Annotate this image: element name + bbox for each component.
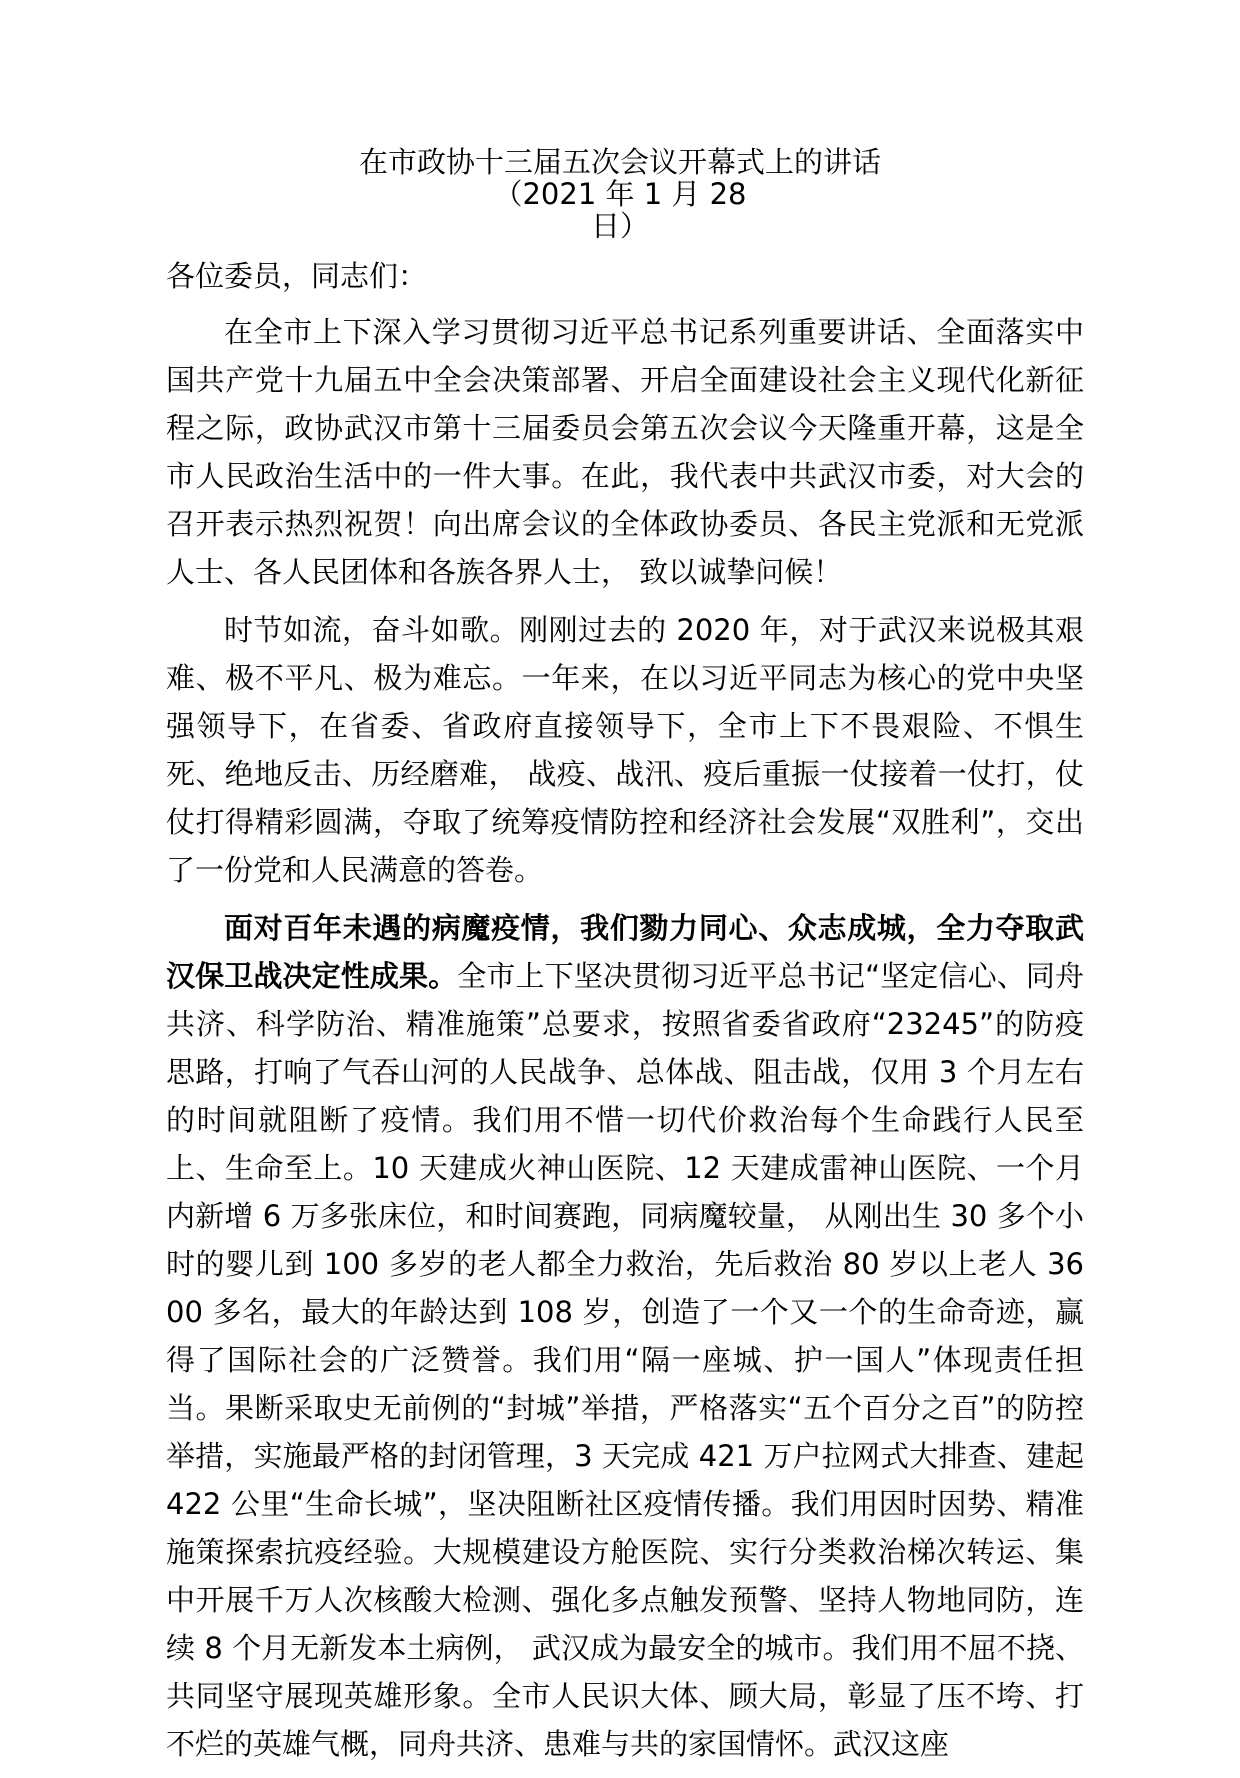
document-title: 在市政协十三届五次会议开幕式上的讲话 bbox=[358, 145, 881, 179]
paragraph-text: 在全市上下深入学习贯彻习近平总书记系列重要讲话、全面落实中国共产党十九届五中全会决策部署、开启全面建设社会主义现代化新征程之际，政协武汉市第十三届委员会第五次会议今天隆重开幕，这是全市人民政治生活中的一件大事。在此，我代表中共武汉市委，对大会的召开表示热烈祝贺！向出席会议的全体政协委员、各民主党派和无党派人士、各人民团体和各族各界人士， 致以诚挚问候！ bbox=[166, 315, 1084, 589]
paragraph-text: 全市上下坚决贯彻习近平总书记“坚定信心、同舟共济、科学防治、精准施策”总要求，按照省委省政府“23245”的防疫思路，打响了气吞山河的人民战争、总体战、阻击战，仅用 3 个月左右的时间就阻断了疫情。我们用不惜一切代价救治每个生命践行人民至上、生命至上。10 天建成火神山医院、12 天建成雷神山医院、一个月内新增 6 万多张床位，和时间赛跑，同病魔较量， 从刚出生 30 多个小时的婴儿到 100 多岁的老人都全力救治，先后救治 80 岁以上老人 3600 多名，最大的年龄达到 108 岁，创造了一个又一个的生命奇迹，赢得了国际社会的广泛赞誉。我们用“隔一座城、护一国人”体现责任担当。果断采取史无前例的“封城”举措，严格落实“五个百分之百”的防控举措，实施最严格的封闭管理，3 天完成 421 万户拉网式大排查、建起 422 公里“生命长城”，坚决阻断社区疫情传播。我们用因时因势、精准施策探索抗疫经验。大规模建设方舱医院、实行分类救治梯次转运、集中开展千万人次核酸大检测、强化多点触发预警、坚持人物地同防，连续 8 个月无新发本土病例， 武汉成为最安全的城市。我们用不屈不挠、共同坚守展现英雄形象。全市人民识大体、顾大局，彰显了压不垮、打不烂的英雄气概，同舟共济、患难与共的家国情怀。武汉这座 bbox=[166, 959, 1084, 1761]
document-body bbox=[166, 252, 1084, 1778]
title-block bbox=[0, 146, 1240, 242]
paragraph-opening bbox=[166, 308, 1084, 596]
document-date-line-2: 日） bbox=[590, 209, 649, 243]
paragraph-lead-heading: 面对百年未遇的病魔疫情，我们勠力同心、众志成城，全力夺取武汉保卫战决定性成果。 bbox=[166, 911, 1084, 993]
paragraph-text: 时节如流，奋斗如歌。刚刚过去的 2020 年，对于武汉来说极其艰难、极不平凡、极为难忘。一年来，在以习近平同志为核心的党中央坚强领导下，在省委、省政府直接领导下，全市上下不畏艰险、不惧生死、绝地反击、历经磨难， 战疫、战汛、疫后重振一仗接着一仗打，仗仗打得精彩圆满，夺取了统筹疫情防控和经济社会发展“双胜利”，交出了一份党和人民满意的答卷。 bbox=[166, 613, 1084, 887]
paragraph-review bbox=[166, 606, 1084, 894]
salutation: 各位委员，同志们： bbox=[166, 259, 428, 293]
paragraph-epidemic bbox=[166, 904, 1084, 1768]
document-date-line-1: （2021 年 1 月 28 bbox=[493, 177, 747, 211]
